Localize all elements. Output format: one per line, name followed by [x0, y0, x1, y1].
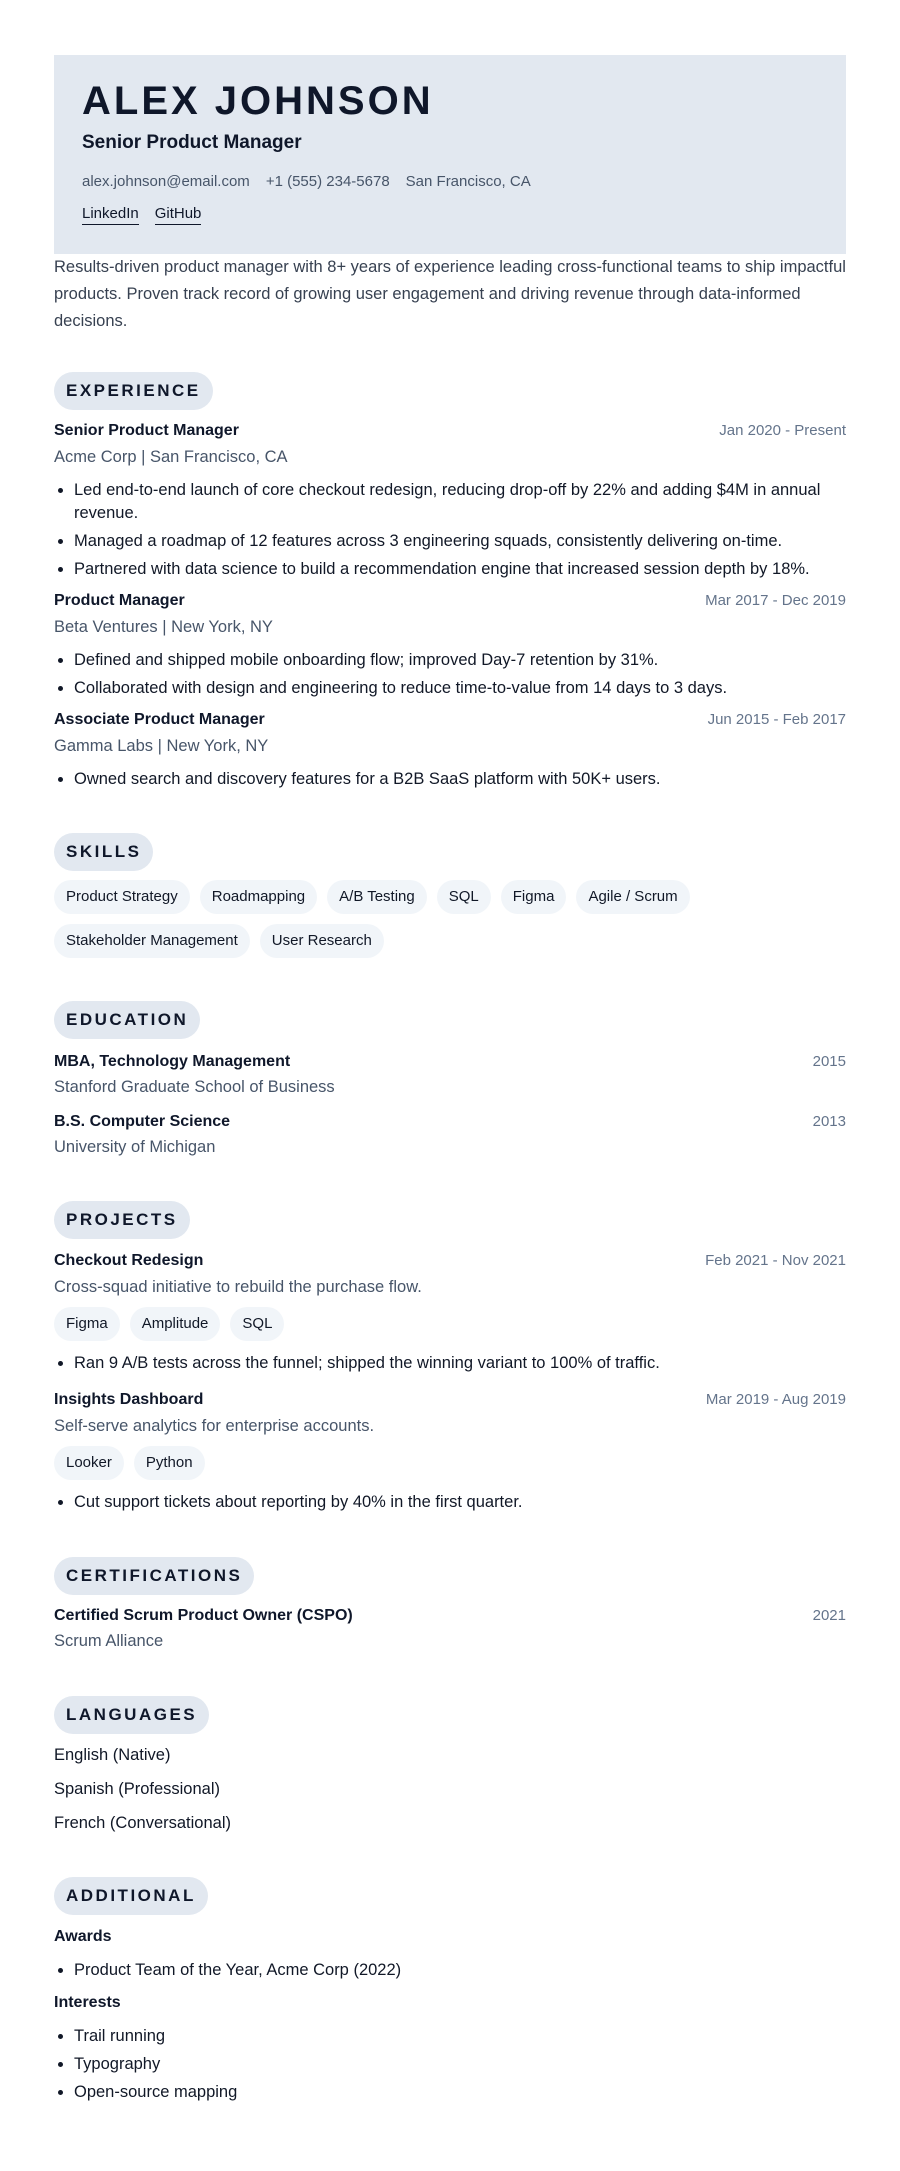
tag-chip: Figma — [54, 1307, 120, 1341]
bullet-item: • Collaborated with design and engineering to reduce time-to-value from 14 days to 3 days. — [74, 677, 866, 700]
degree-title: B.S. Computer Science — [54, 1113, 231, 1130]
skill-chip: User Research — [260, 924, 384, 958]
section-heading-additional: ADDITIONAL — [54, 1877, 208, 1915]
linkedin-link[interactable]: LinkedIn — [82, 205, 139, 225]
education-item-2-header — [54, 1113, 846, 1131]
certification-year: 2021 — [812, 1607, 846, 1624]
section-heading-experience: EXPERIENCE — [54, 372, 213, 410]
location-text: San Francisco, CA — [405, 173, 531, 190]
skill-chip: Figma — [501, 880, 567, 914]
section-heading-projects: PROJECTS — [54, 1201, 190, 1239]
section-heading-certifications: CERTIFICATIONS — [54, 1557, 254, 1595]
section-heading-skills: SKILLS — [54, 833, 153, 871]
bullet-item: • Led end-to-end launch of core checkout redesign, reducing drop-off by 22% and adding $4M in annual revenue. — [74, 479, 866, 525]
job-dates: Jan 2020 - Present — [719, 422, 846, 439]
email-text: alex.johnson@email.com — [82, 173, 250, 190]
bullet-item: • Defined and shipped mobile onboarding flow; improved Day-7 retention by 31%. — [74, 649, 866, 672]
job-dates: Jun 2015 - Feb 2017 — [707, 711, 846, 728]
tag-chip: Python — [134, 1446, 205, 1480]
job-org: Beta Ventures | New York, NY — [54, 618, 273, 636]
project-bullets — [54, 1491, 866, 1519]
github-link[interactable]: GitHub — [155, 205, 202, 225]
candidate-name: ALEX JOHNSON — [82, 79, 434, 123]
experience-item-3-header — [54, 711, 846, 729]
interests-heading: Interests — [54, 1994, 121, 2011]
section-heading-languages: LANGUAGES — [54, 1696, 209, 1734]
job-bullets — [54, 649, 866, 705]
candidate-role: Senior Product Manager — [82, 132, 302, 153]
job-title: Product Manager — [54, 592, 185, 609]
certification-item-header — [54, 1607, 846, 1625]
interest-item: • Trail running — [74, 2025, 866, 2048]
job-title: Associate Product Manager — [54, 711, 265, 728]
award-item: • Product Team of the Year, Acme Corp (2022) — [74, 1959, 866, 1982]
summary-text: Results-driven product manager with 8+ years of experience leading cross-functional teams to ship impactful products. Proven track record of growing user engagement and driving revenue through data-informed decisions. — [54, 258, 846, 330]
skill-chip: A/B Testing — [327, 880, 427, 914]
project-dates: Feb 2021 - Nov 2021 — [705, 1252, 846, 1269]
degree-year: 2013 — [812, 1113, 846, 1130]
project-description: Self-serve analytics for enterprise accounts. — [54, 1417, 375, 1435]
project-dates: Mar 2019 - Aug 2019 — [705, 1391, 846, 1408]
bullet-item: • Owned search and discovery features for a B2B SaaS platform with 50K+ users. — [74, 768, 866, 791]
project-item-2-header — [54, 1391, 846, 1409]
project-description: Cross-squad initiative to rebuild the purchase flow. — [54, 1278, 422, 1296]
experience-item-1-header — [54, 422, 846, 440]
bullet-item: • Ran 9 A/B tests across the funnel; shipped the winning variant to 100% of traffic. — [74, 1352, 866, 1375]
bullet-item: • Managed a roadmap of 12 features across 3 engineering squads, consistently delivering on-time. — [74, 530, 866, 553]
certification-issuer: Scrum Alliance — [54, 1632, 164, 1650]
project-tags — [54, 1446, 846, 1480]
skills-list — [54, 880, 846, 958]
education-item-1-header — [54, 1053, 846, 1071]
degree-year: 2015 — [812, 1053, 846, 1070]
phone-text: +1 (555) 234-5678 — [265, 173, 390, 190]
job-bullets — [54, 768, 866, 796]
language-item: English (Native) — [54, 1746, 171, 1764]
bullet-item: • Cut support tickets about reporting by 40% in the first quarter. — [74, 1491, 866, 1514]
job-org: Acme Corp | San Francisco, CA — [54, 448, 288, 466]
job-org: Gamma Labs | New York, NY — [54, 737, 269, 755]
awards-heading: Awards — [54, 1928, 112, 1945]
job-bullets — [54, 479, 866, 586]
skill-chip: Agile / Scrum — [576, 880, 689, 914]
project-title: Checkout Redesign — [54, 1252, 204, 1269]
skill-chip: SQL — [437, 880, 491, 914]
bullet-item: • Partnered with data science to build a recommendation engine that increased session depth by 18%. — [74, 558, 866, 581]
certification-name: Certified Scrum Product Owner (CSPO) — [54, 1607, 353, 1624]
school-name: Stanford Graduate School of Business — [54, 1078, 335, 1096]
tag-chip: Looker — [54, 1446, 124, 1480]
tag-chip: Amplitude — [130, 1307, 221, 1341]
language-item: Spanish (Professional) — [54, 1780, 220, 1798]
skill-chip: Stakeholder Management — [54, 924, 250, 958]
project-bullets — [54, 1352, 866, 1380]
resume-header — [54, 55, 846, 254]
project-title: Insights Dashboard — [54, 1391, 204, 1408]
interest-item: • Typography — [74, 2053, 866, 2076]
profile-links — [82, 205, 201, 225]
experience-item-2-header — [54, 592, 846, 610]
language-item: French (Conversational) — [54, 1814, 231, 1832]
contact-info — [82, 173, 531, 190]
skill-chip: Roadmapping — [200, 880, 317, 914]
interests-list — [54, 2025, 866, 2109]
school-name: University of Michigan — [54, 1138, 216, 1156]
project-tags — [54, 1307, 846, 1341]
job-title: Senior Product Manager — [54, 422, 239, 439]
project-item-1-header — [54, 1252, 846, 1270]
tag-chip: SQL — [230, 1307, 284, 1341]
degree-title: MBA, Technology Management — [54, 1053, 291, 1070]
skill-chip: Product Strategy — [54, 880, 190, 914]
job-dates: Mar 2017 - Dec 2019 — [705, 592, 846, 609]
interest-item: • Open-source mapping — [74, 2081, 866, 2104]
awards-list — [54, 1959, 866, 1987]
section-heading-education: EDUCATION — [54, 1001, 200, 1039]
